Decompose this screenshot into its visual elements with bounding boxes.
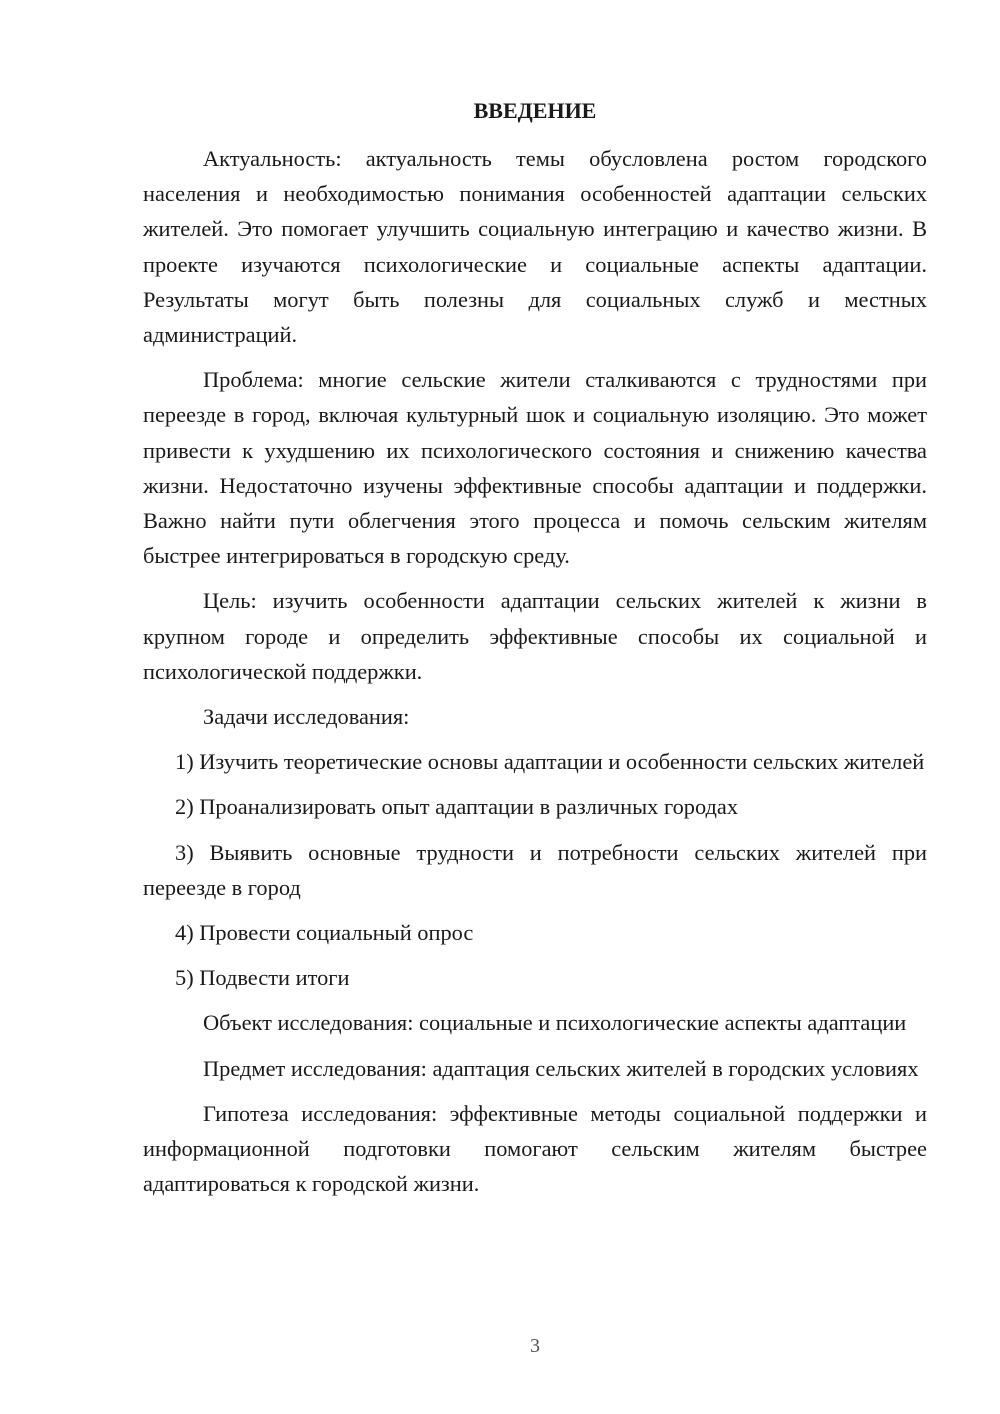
page-number: 3: [530, 1335, 540, 1357]
paragraph-relevance: Актуальность: актуальность темы обусловлена ростом городского населения и необходимостью понимания особенностей адаптации сельских жителей. Это помогает улучшить социальную интеграцию и качество жизни. В проекте изучаются психологические и социальные аспекты адаптации. Результаты могут быть полезны для социальных служб и местных администраций.: [143, 146, 927, 348]
paragraph-subject: Предмет исследования: адаптация сельских жителей в городских условиях: [203, 1055, 919, 1081]
paragraph-problem: Проблема: многие сельские жители сталкиваются с трудностями при переезде в город, включая культурный шок и социальную изоляцию. Это может привести к ухудшению их психологического состояния и снижению качества жизни. Недостаточно изучены эффективные способы адаптации и поддержки. Важно найти пути облегчения этого процесса и помочь сельским жителям быстрее интегрироваться в городскую среду.: [143, 367, 927, 569]
task-item: 3) Выявить основные трудности и потребности сельских жителей при переезде в город: [143, 839, 927, 900]
task-item: 4) Провести социальный опрос: [175, 920, 474, 946]
task-item: 2) Проанализировать опыт адаптации в различных городах: [175, 794, 739, 820]
paragraph-object: Объект исследования: социальные и психологические аспекты адаптации: [203, 1010, 907, 1036]
paragraph-tasks-heading: Задачи исследования:: [203, 704, 410, 730]
task-item: 5) Подвести итоги: [175, 965, 350, 991]
page-title: ВВЕДЕНИЕ: [473, 98, 597, 123]
document-page: [143, 0, 927, 1414]
document-body: [143, 141, 927, 1211]
paragraph-goal: Цель: изучить особенности адаптации сельских жителей к жизни в крупном городе и определить эффективные способы их социальной и психологической поддержки.: [143, 588, 927, 684]
task-item: 1) Изучить теоретические основы адаптации и особенности сельских жителей: [175, 749, 925, 775]
paragraph-hypothesis: Гипотеза исследования: эффективные методы социальной поддержки и информационной подготовки помогают сельским жителям быстрее адаптироваться к городской жизни.: [143, 1100, 927, 1197]
